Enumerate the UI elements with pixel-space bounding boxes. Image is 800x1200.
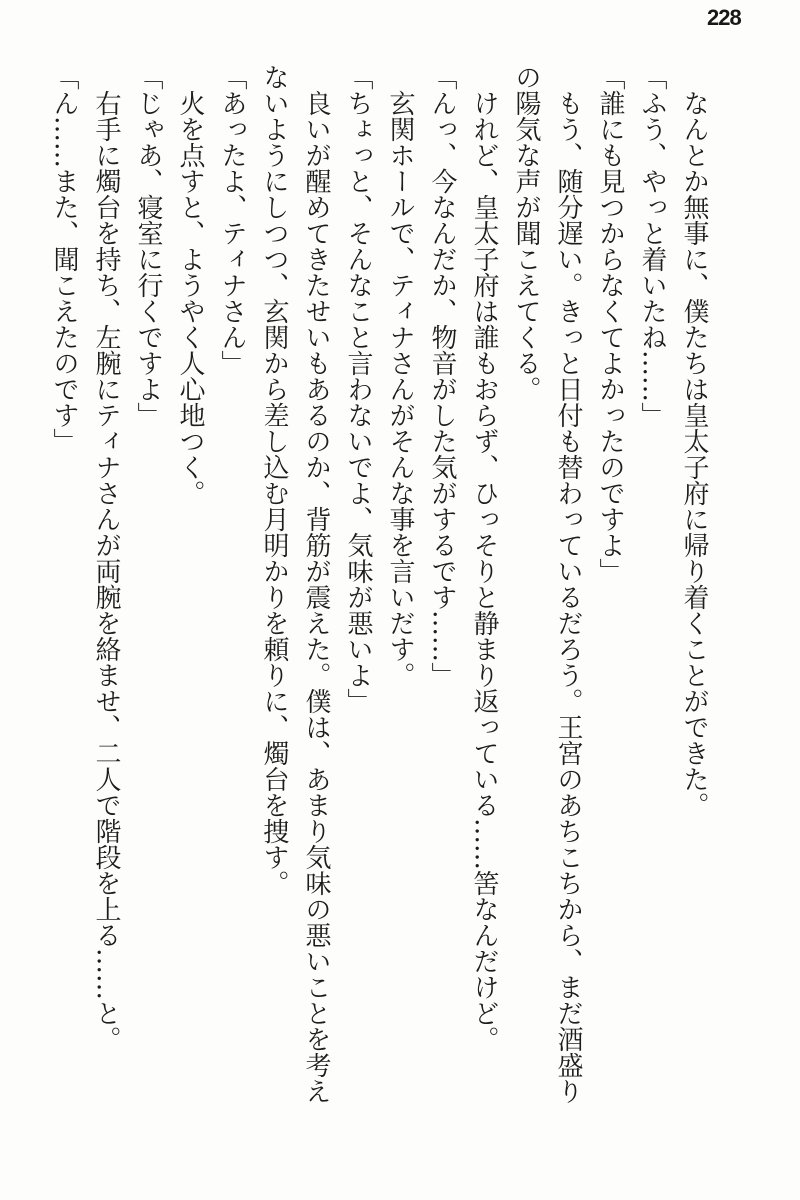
text-line: もう、随分遅い。きっと日付も替わっているだろう。王宮のあちこちから、まだ酒盛り [553,64,583,1104]
text-line: 良いが醒めてきたせいもあるのか、背筋が震えた。僕は、あまり気味の悪いことを考え [301,64,331,1104]
text-line: なんとか無事に、僕たちは皇太子府に帰り着くことができた。 [679,64,709,818]
text-line: けれど、皇太子府は誰もおらず、ひっそりと静まり返っている……筈なんだけど。 [469,64,499,1052]
text-line: の陽気な声が聞こえてくる。 [511,64,541,402]
text-line: 「誰にも見つからなくてよかったのですよ」 [595,64,625,584]
text-line: 「ちょっと、そんなこと言わないでよ、気味が悪いよ」 [343,64,373,714]
text-line: 「ん……また、聞こえたのです」 [49,64,79,454]
text-line: 「ふう、やっと着いたね……」 [637,64,667,428]
text-line: 玄関ホールで、ティナさんがそんな事を言いだす。 [385,64,415,688]
page-number: 228 [707,5,741,30]
text-line: 「じゃあ、寝室に行くですよ」 [133,64,163,428]
text-line: ないようにしつつ、玄関から差し込む月明かりを頼りに、燭台を捜す。 [259,64,289,896]
text-line: 右手に燭台を持ち、左腕にティナさんが両腕を絡ませ、二人で階段を上る……と。 [91,64,121,1052]
text-line: 「んっ、今なんだか、物音がした気がするです……」 [427,64,457,688]
text-line: 火を点すと、ようやく人心地つく。 [175,64,205,506]
page-text [43,64,715,1164]
text-line: 「あったよ、ティナさん」 [217,64,247,376]
